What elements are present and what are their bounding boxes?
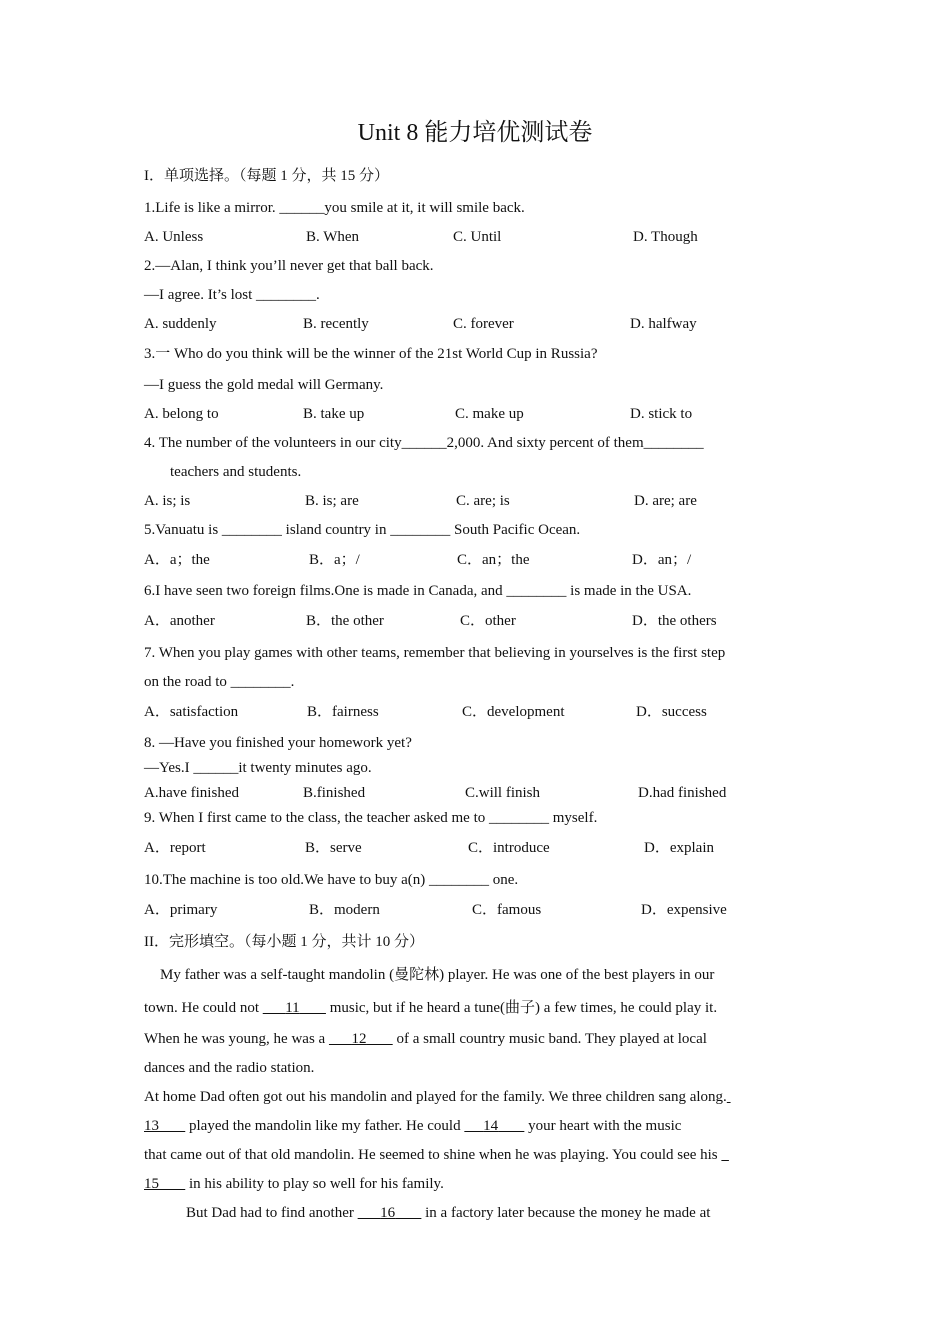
question-1-option-d[interactable]: D. Though bbox=[633, 229, 698, 245]
question-10-stem: 10.The machine is too old.We have to buy a(n) ________ one. bbox=[144, 872, 519, 888]
question-3-stem: 3.一 Who do you think will be the winner of the 21st World Cup in Russia? bbox=[144, 346, 598, 362]
question-9-option-a[interactable]: A．report bbox=[144, 840, 206, 856]
question-10-option-d[interactable]: D．expensive bbox=[641, 902, 727, 918]
question-7-stem: 7. When you play games with other teams, remember that believing in yourselves is the first step bbox=[144, 645, 726, 661]
section-1-heading: I．单项选择。（每题 1 分，共 15 分） bbox=[144, 168, 389, 184]
blank-16[interactable]: 16 bbox=[380, 1205, 396, 1221]
question-5-stem: 5.Vanuatu is ________ island country in ________ South Pacific Ocean. bbox=[144, 522, 581, 538]
question-2-option-d[interactable]: D. halfway bbox=[630, 316, 697, 332]
question-4-option-c[interactable]: C. are; is bbox=[456, 493, 510, 509]
passage-line-9 bbox=[186, 1203, 710, 1223]
question-5-option-b[interactable]: B．a；/ bbox=[309, 552, 360, 568]
question-10-option-b[interactable]: B．modern bbox=[309, 902, 380, 918]
passage-text: played the mandolin like my father. He could bbox=[189, 1118, 461, 1134]
question-5-option-c[interactable]: C．an；the bbox=[457, 552, 530, 568]
question-7-option-c[interactable]: C．development bbox=[462, 704, 565, 720]
passage-text: in a factory later because the money he made at bbox=[425, 1205, 711, 1221]
question-8-option-b[interactable]: B.finished bbox=[303, 785, 366, 801]
passage-line-5 bbox=[144, 1087, 731, 1107]
question-4-stem: 4. The number of the volunteers in our city______2,000. And sixty percent of them________ bbox=[144, 435, 704, 451]
passage-line-6 bbox=[144, 1116, 681, 1136]
question-9-option-b[interactable]: B．serve bbox=[305, 840, 362, 856]
question-7-option-b[interactable]: B．fairness bbox=[307, 704, 379, 720]
passage-text: When he was young, he was a bbox=[144, 1031, 326, 1047]
question-4-stem-line-2: teachers and students. bbox=[170, 464, 302, 480]
blank-11[interactable]: 11 bbox=[285, 1000, 300, 1016]
question-8-option-c[interactable]: C.will finish bbox=[465, 785, 541, 801]
passage-line-1: My father was a self-taught mandolin (曼陀林) player. He was one of the best players in our bbox=[160, 967, 715, 983]
passage-text: that came out of that old mandolin. He seemed to shine when he was playing. You could see his bbox=[144, 1147, 718, 1163]
page-title: Unit 8 能力培优测试卷 bbox=[357, 120, 593, 146]
passage-text: in his ability to play so well for his family. bbox=[189, 1176, 444, 1192]
section-2-heading: II．完形填空。（每小题 1 分，共计 10 分） bbox=[144, 934, 424, 950]
passage-text: At home Dad often got out his mandolin and played for the family. We three children sang along. bbox=[144, 1089, 727, 1105]
question-4-option-b[interactable]: B. is; are bbox=[305, 493, 359, 509]
question-8-option-d[interactable]: D.had finished bbox=[638, 785, 727, 801]
question-9-stem: 9. When I first came to the class, the teacher asked me to ________ myself. bbox=[144, 810, 598, 826]
passage-line-8 bbox=[144, 1174, 444, 1194]
blank-14[interactable]: 14 bbox=[483, 1118, 499, 1134]
question-9-option-c[interactable]: C．introduce bbox=[468, 840, 550, 856]
question-7-option-d[interactable]: D．success bbox=[636, 704, 707, 720]
question-5-option-d[interactable]: D．an；/ bbox=[632, 552, 692, 568]
question-1-option-c[interactable]: C. Until bbox=[453, 229, 502, 245]
question-7-option-a[interactable]: A．satisfaction bbox=[144, 704, 239, 720]
question-2-stem-line-2: —I agree. It’s lost ________. bbox=[144, 287, 320, 303]
question-6-option-c[interactable]: C．other bbox=[460, 613, 516, 629]
question-6-option-a[interactable]: A．another bbox=[144, 613, 215, 629]
question-10-option-c[interactable]: C．famous bbox=[472, 902, 542, 918]
question-5-option-a[interactable]: A．a；the bbox=[144, 552, 210, 568]
passage-text: music, but if he heard a tune(曲子) a few times, he could play it. bbox=[329, 1000, 718, 1016]
question-3-option-a[interactable]: A. belong to bbox=[144, 406, 219, 422]
passage-line-4: dances and the radio station. bbox=[144, 1060, 315, 1076]
question-7-stem-line-2: on the road to ________. bbox=[144, 674, 295, 690]
passage-text: your heart with the music bbox=[528, 1118, 682, 1134]
question-8-option-a[interactable]: A.have finished bbox=[144, 785, 239, 801]
passage-line-2 bbox=[144, 998, 717, 1018]
question-3-option-c[interactable]: C. make up bbox=[455, 406, 524, 422]
passage-line-3 bbox=[144, 1029, 707, 1049]
question-6-option-b[interactable]: B．the other bbox=[306, 613, 384, 629]
question-8-stem: 8. —Have you finished your homework yet? bbox=[144, 735, 412, 751]
passage-text: town. He could not bbox=[144, 1000, 259, 1016]
question-1-option-a[interactable]: A. Unless bbox=[144, 229, 204, 245]
question-10-option-a[interactable]: A．primary bbox=[144, 902, 218, 918]
passage-text: But Dad had to find another bbox=[186, 1205, 354, 1221]
passage-line-7 bbox=[144, 1145, 729, 1165]
blank-13[interactable]: 13 bbox=[144, 1118, 159, 1134]
blank-12[interactable]: 12 bbox=[351, 1031, 367, 1047]
question-1-option-b[interactable]: B. When bbox=[306, 229, 360, 245]
question-4-option-a[interactable]: A. is; is bbox=[144, 493, 191, 509]
blank-15[interactable]: 15 bbox=[144, 1176, 159, 1192]
question-9-option-d[interactable]: D．explain bbox=[644, 840, 714, 856]
question-2-option-a[interactable]: A. suddenly bbox=[144, 316, 217, 332]
question-8-stem-line-2: —Yes.I ______it twenty minutes ago. bbox=[144, 760, 372, 776]
question-3-option-b[interactable]: B. take up bbox=[303, 406, 365, 422]
passage-text: of a small country music band. They played at local bbox=[396, 1031, 707, 1047]
question-6-option-d[interactable]: D．the others bbox=[632, 613, 717, 629]
blank-15-start bbox=[721, 1147, 729, 1163]
question-3-stem-line-2: —I guess the gold medal will Germany. bbox=[144, 377, 384, 393]
question-2-option-b[interactable]: B. recently bbox=[303, 316, 369, 332]
question-2-option-c[interactable]: C. forever bbox=[453, 316, 514, 332]
question-2-stem: 2.—Alan, I think you’ll never get that ball back. bbox=[144, 258, 434, 274]
question-3-option-d[interactable]: D. stick to bbox=[630, 406, 693, 422]
blank-13-start bbox=[727, 1089, 731, 1105]
question-1-stem: 1.Life is like a mirror. ______you smile at it, it will smile back. bbox=[144, 200, 525, 216]
question-4-option-d[interactable]: D. are; are bbox=[634, 493, 697, 509]
question-6-stem: 6.I have seen two foreign films.One is made in Canada, and ________ is made in the USA. bbox=[144, 583, 692, 599]
